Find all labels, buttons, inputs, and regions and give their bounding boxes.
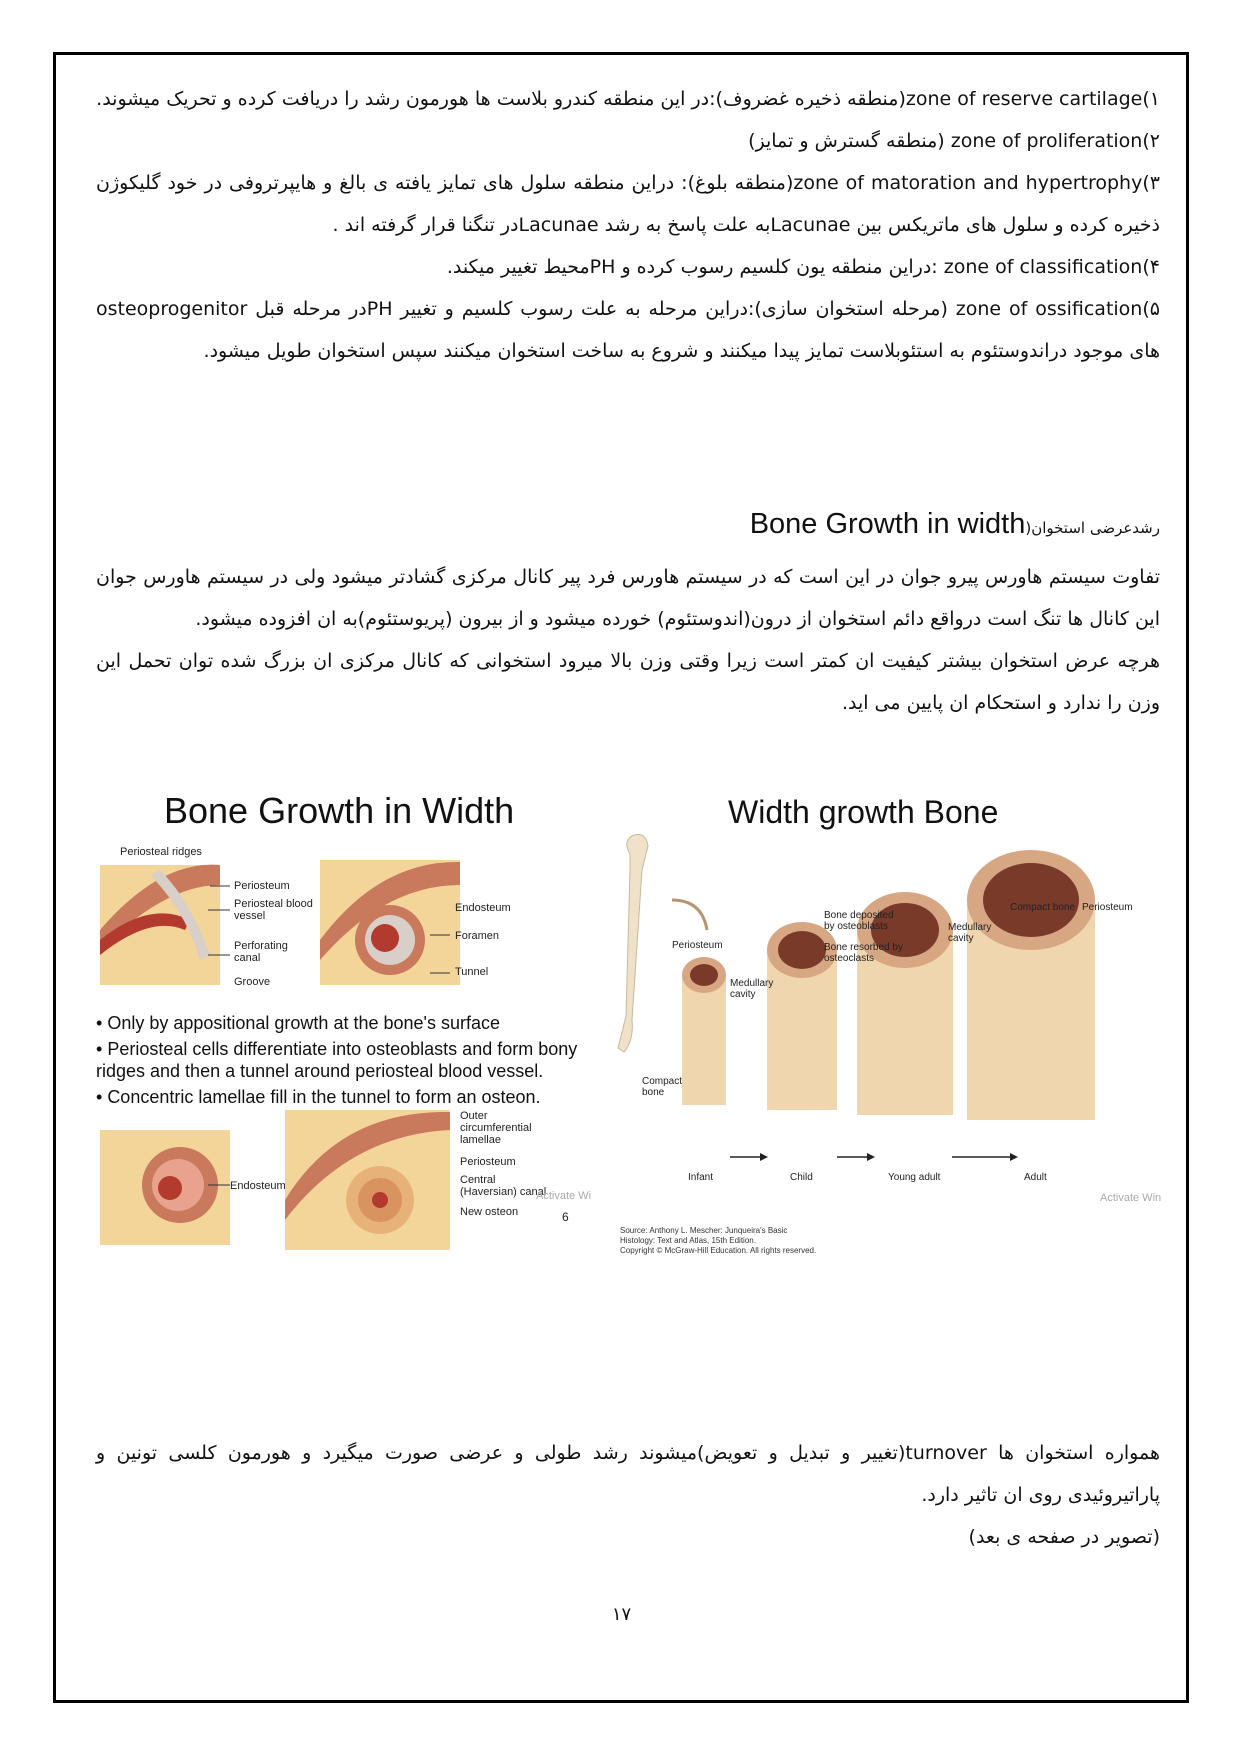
watermark-left: Activate Wi <box>536 1190 592 1202</box>
label-new-osteon: New osteon <box>460 1206 519 1218</box>
figure-width-growth-bone <box>612 790 1168 1268</box>
label-periosteum: Periosteum <box>234 880 290 892</box>
label-periosteum-infant: Periosteum <box>672 940 723 951</box>
stage-adult: Adult <box>1024 1172 1047 1183</box>
bullet-periosteal-cells: • Periosteal cells differentiate into osteoblasts and form bony ridges and then a tunnel around periosteal blood vessel. <box>96 1039 578 1081</box>
paragraph-classification: ۴)zone of classification :دراین منطقه یون کلسیم رسوب کرده و PHمحیط تغییر میکند. <box>446 256 1160 278</box>
label-medullary-cavity-adult: Medullary cavity <box>948 922 992 944</box>
heading-english: Bone Growth in width <box>749 508 1026 540</box>
bullet-concentric-lamellae: • Concentric lamellae fill in the tunnel to form an osteon. <box>96 1087 541 1107</box>
label-outer-circumferential-lamellae: Outer circumferential lamellae <box>460 1110 532 1146</box>
label-medullary-cavity-child: Medullary cavity <box>730 978 774 1000</box>
figure-right-illustration <box>612 790 1168 1268</box>
label-endosteum-bottom: Endosteum <box>230 1180 286 1192</box>
label-periosteum-bottom: Periosteum <box>460 1156 516 1168</box>
watermark-right: Activate Win <box>1100 1192 1162 1204</box>
figure-left-title: Bone Growth in Width <box>164 790 515 831</box>
label-foramen: Foramen <box>455 930 500 942</box>
stage-infant: Infant <box>688 1172 714 1183</box>
paragraph-haversian: تفاوت سیستم هاورس پیرو جوان در این است که در سیستم هاورس فرد پیر کانال مرکزی گشادتر میشود ولی در سیستم هاورس جوان این کانال ها تنگ است درواقع دائم استخوان از درون(اندوستئوم) خورده میشود و از بیرون (پریوستئوم)به ان افزوده میشود. <box>96 566 1160 630</box>
text-block-bottom <box>96 1432 1160 1558</box>
section-heading <box>96 508 1160 554</box>
figure-source: Source: Anthony L. Mescher: Junqueira's Basic Histology: Text and Atlas, 15th Edition. Copyright © McGraw-Hill Education. All rights reserved. <box>620 1226 817 1255</box>
paragraph-turnover: همواره استخوان ها turnover(تغییر و تبدیل و تعویض)میشوند رشد طولی و عرضی صورت میگیرد و هورمون کلسی تونین و پاراتیروئیدی روی ان تاثیر دارد. <box>96 1442 1160 1506</box>
label-periosteum-adult: Periosteum <box>1082 902 1133 913</box>
figure-right-title: Width growth Bone <box>728 794 999 830</box>
label-endosteum-top: Endosteum <box>455 902 511 914</box>
stage-young-adult: Young adult <box>888 1172 941 1183</box>
text-block-mid <box>96 556 1160 724</box>
paragraph-ossification: ۵)zone of ossification (مرحله استخوان سازی):دراین مرحله به علت رسوب کلسیم و تغییر PHدر مرحله قبل osteoprogenitor های موجود دراندوستئوم به استئوبلاست تمایز پیدا میکنند و شروع به ساخت استخوان میکنند سپس استخوان طویل میشود. <box>96 298 1160 362</box>
stage-child: Child <box>790 1172 813 1183</box>
label-tunnel: Tunnel <box>455 966 489 978</box>
slide-number: 6 <box>562 1210 569 1224</box>
text-block-top <box>96 78 1160 372</box>
label-bone-deposited: Bone deposited by osteoblasts <box>824 910 894 932</box>
paragraph-reserve-cartilage: ۱)zone of reserve cartilage(منطقه ذخیره غضروف):در این منطقه کندرو بلاست ها هورمون رشد را دریافت کرده و تحریک میشوند. <box>96 88 1160 110</box>
paragraph-proliferation: ۲)zone of proliferation (منطقه گسترش و تمایز) <box>748 130 1160 152</box>
paragraph-width-quality: هرچه عرض استخوان بیشتر کیفیت ان کمتر است زیرا وقتی وزن بالا میرود استخوانی که کانال مرکزی ان بزرگ شده توان تحمل این وزن را ندارد و استحکام ان پایین می اید. <box>96 650 1160 714</box>
figure-bone-growth-in-width <box>90 790 600 1268</box>
paragraph-hypertrophy: ۳)zone of matoration and hypertrophy(منطقه بلوغ): دراین منطقه سلول های تمایز یافته ی بالغ و هایپرتروفی در خود گلیکوژن ذخیره کرده و سلول های ماتریکس بین Lacunaeبه علت پاسخ به رشد Lacunaeدر تنگنا قرار گرفته اند . <box>96 172 1160 236</box>
bullet-appositional: • Only by appositional growth at the bone's surface <box>96 1013 500 1033</box>
label-perforating-canal: Perforating canal <box>234 940 288 964</box>
label-compact-bone-adult: Compact bone <box>1010 902 1076 913</box>
label-periosteal-ridges: Periosteal ridges <box>120 846 202 858</box>
label-groove: Groove <box>234 976 271 988</box>
paragraph-next-page-note: (تصویر در صفحه ی بعد) <box>968 1526 1160 1548</box>
label-periosteal-blood-vessel: Periosteal blood vessel <box>234 898 313 922</box>
heading-persian: رشدعرضی استخوان( <box>1025 519 1160 537</box>
page-number: ۱۷ <box>611 1604 632 1625</box>
label-bone-resorbed: Bone resorbed by osteoclasts <box>824 942 903 964</box>
label-central-canal: Central (Haversian) canal <box>460 1174 547 1198</box>
label-compact-bone-infant: Compact bone <box>642 1076 683 1098</box>
